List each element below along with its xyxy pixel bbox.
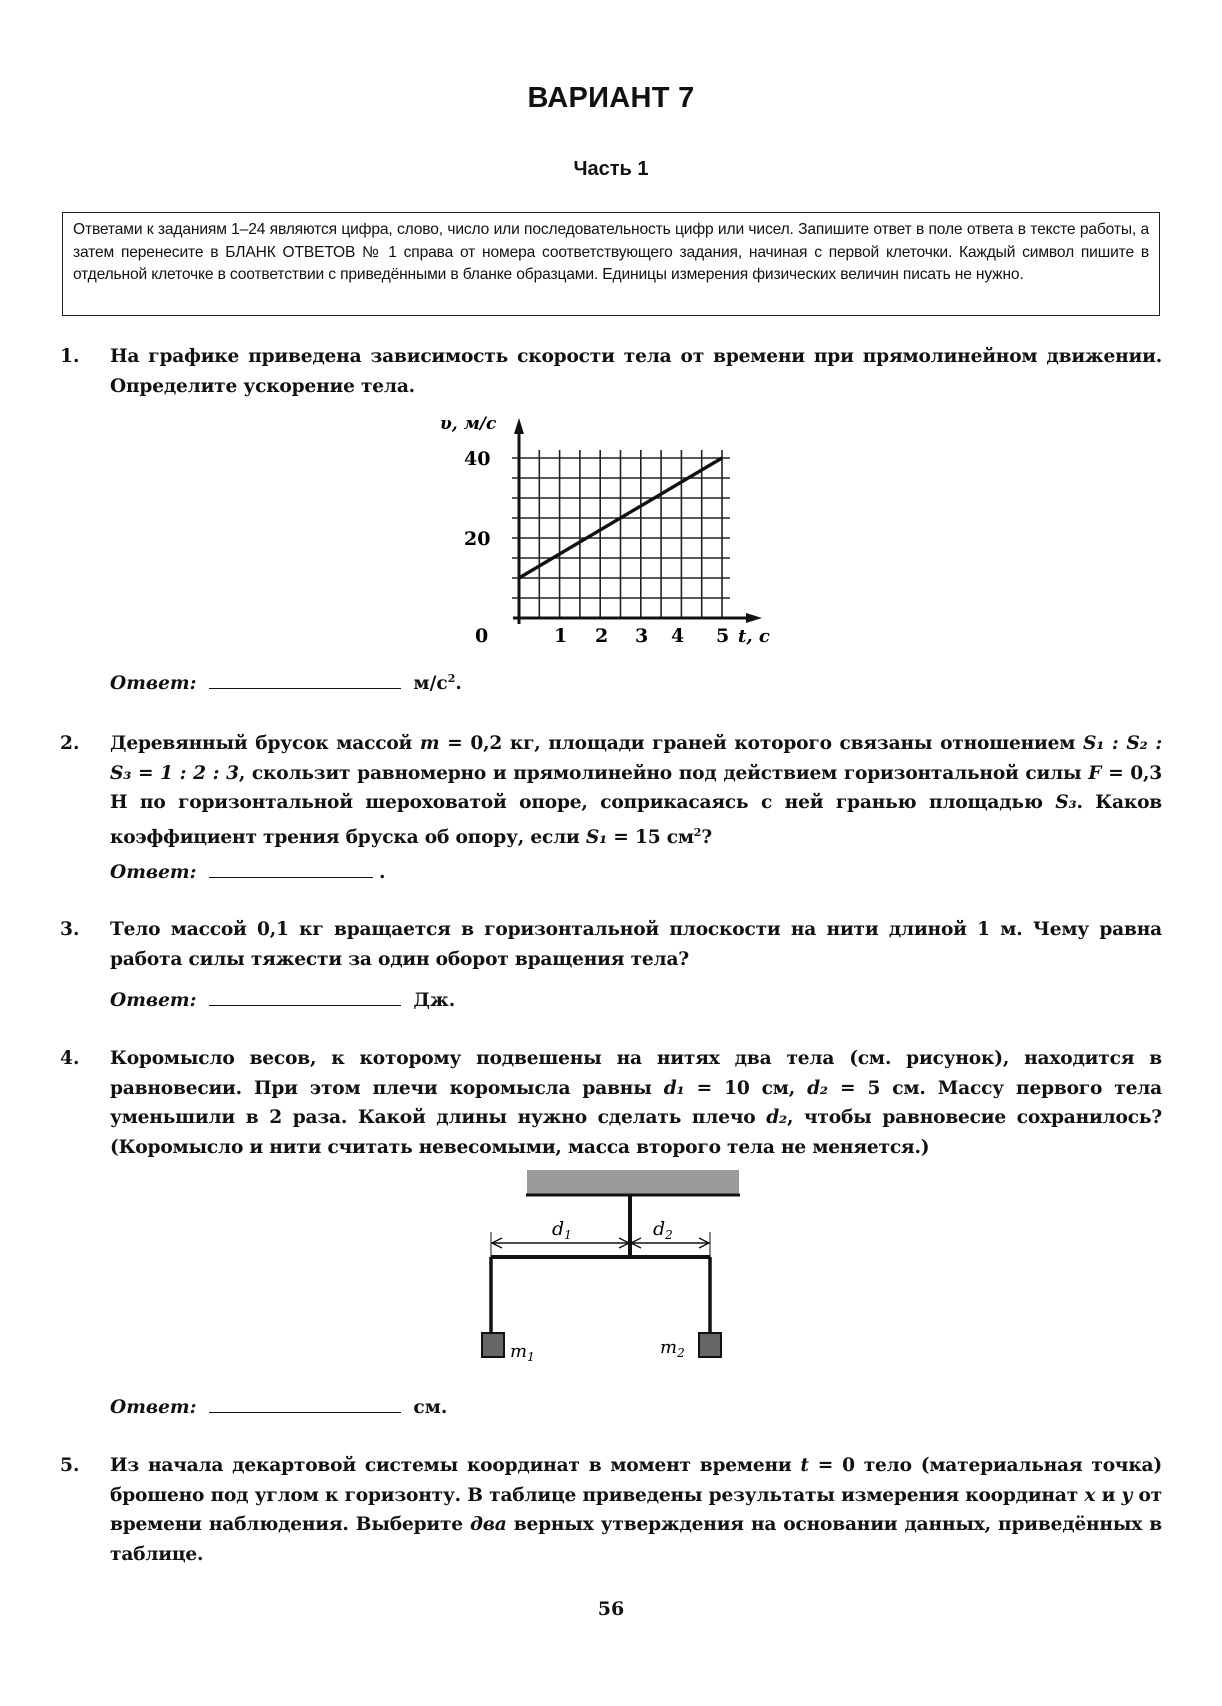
x-tick-4: 4 [671, 625, 685, 647]
y-tick-20: 20 [464, 528, 491, 550]
question-5 [60, 1451, 1162, 1569]
svg-text:m2: $m_2$ [660, 1337, 685, 1360]
answer-label: Ответ: [110, 862, 197, 883]
y-axis-label: υ, м/с [440, 414, 497, 434]
question-number: 5. [60, 1455, 80, 1476]
question-2 [60, 729, 1162, 852]
answer-1 [110, 672, 462, 694]
y-tick-40: 40 [464, 448, 491, 470]
instructions-text: Ответами к заданиям 1–24 являются цифра, слово, число или последовательность цифр или чисел. Запишите ответ в поле ответа в тексте работы, а затем перенесите в БЛАНК ОТВЕТОВ № 1 справа от номера соответствующего задания, начиная с первой клеточки. Каждый символ пишите в отдельной клеточке в соответствии с приведёнными в бланке образцами. Единицы измерения физических величин писать не нужно. [73, 221, 1149, 284]
question-text: На графике приведена зависимость скорости тела от времени при прямолинейном движении. Определите ускорение тела. [110, 346, 1162, 397]
question-number: 4. [60, 1048, 80, 1069]
page-number: 56 [597, 1598, 625, 1620]
question-number: 1. [60, 346, 80, 367]
x-axis-label: t, с [738, 626, 770, 647]
ceiling-icon [527, 1170, 739, 1194]
x-tick-2: 2 [595, 625, 609, 647]
question-text: Тело массой 0,1 кг вращается в горизонтальной плоскости на нити длиной 1 м. Чему равна работа силы тяжести за один оборот вращения тела? [110, 919, 1162, 970]
answer-label: Ответ: [110, 1397, 197, 1418]
answer-unit-sup: 2 [447, 672, 456, 685]
d2-label: d [653, 1218, 666, 1240]
question-number: 3. [60, 919, 80, 940]
svg-text:d2: $d_2$ [653, 1218, 673, 1242]
answer-suffix: . [455, 673, 462, 695]
variant-title: ВАРИАНТ 7 [527, 82, 695, 114]
d1-label: d [552, 1218, 565, 1240]
m1-label: m [510, 1341, 528, 1362]
answer-input-line[interactable] [209, 1004, 401, 1006]
question-number: 2. [60, 733, 80, 754]
part-title: Часть 1 [573, 158, 649, 180]
answer-input-line[interactable] [209, 687, 401, 689]
answer-unit: Дж. [413, 990, 456, 1011]
question-4 [60, 1044, 1162, 1162]
answer-input-line[interactable] [209, 1411, 401, 1413]
m2-label: m [660, 1337, 678, 1358]
mass-1-block [482, 1333, 504, 1357]
answer-suffix: . [378, 862, 386, 883]
question-1 [60, 342, 1162, 401]
question-text: Деревянный брусок массой m = 0,2 кг, площади граней которого связаны отношением S₁ : S₂ : S₃ = 1 : 2 : 3, скользит равномерно и прямолинейно под действием горизонтальной силы F = 0,3 Н по горизонтальной шероховатой опоре, соприкасаясь с ней гранью площадью S₃. Каков коэффициент трения бруска об опору, если S₁ = 15 $см^2$? [110, 733, 1163, 848]
velocity-time-graph [420, 410, 780, 660]
x-tick-1: 1 [554, 625, 568, 647]
answer-4 [110, 1397, 447, 1418]
answer-label: Ответ: [110, 673, 197, 695]
answer-label: Ответ: [110, 990, 197, 1011]
x-tick-5: 5 [716, 625, 730, 647]
origin-label: 0 [475, 625, 489, 647]
svg-text:m1: $m_1$ [510, 1341, 535, 1364]
answer-2 [110, 862, 385, 883]
question-3 [60, 915, 1162, 974]
mass-2-block [699, 1333, 721, 1357]
answer-unit: м/с [413, 673, 448, 695]
balance-beam-figure [470, 1165, 770, 1375]
question-text: Коромысло весов, к которому подвешены на нитях два тела (см. рисунок), находится в равновесии. При этом плечи коромысла равны d₁ = 10 см, d₂ = 5 см. Массу первого тела уменьшили в 2 раза. Какой длины нужно сделать плечо d₂, чтобы равновесие сохранилось? (Коромысло и нити считать невесомыми, масса второго тела не меняется.) [110, 1048, 1163, 1158]
x-tick-3: 3 [635, 625, 649, 647]
instructions-box [62, 212, 1160, 316]
answer-input-line[interactable] [209, 876, 373, 878]
answer-3 [110, 990, 455, 1011]
svg-text:d1: $d_1$ [552, 1218, 572, 1242]
answer-unit: см. [413, 1397, 448, 1418]
question-text: Из начала декартовой системы координат в момент времени t = 0 тело (материальная точка) брошено под углом к горизонту. В таблице приведены результаты измерения координат x и y от времени наблюдения. Выберите два верных утверждения на основании данных, приведённых в таблице. [110, 1455, 1163, 1565]
